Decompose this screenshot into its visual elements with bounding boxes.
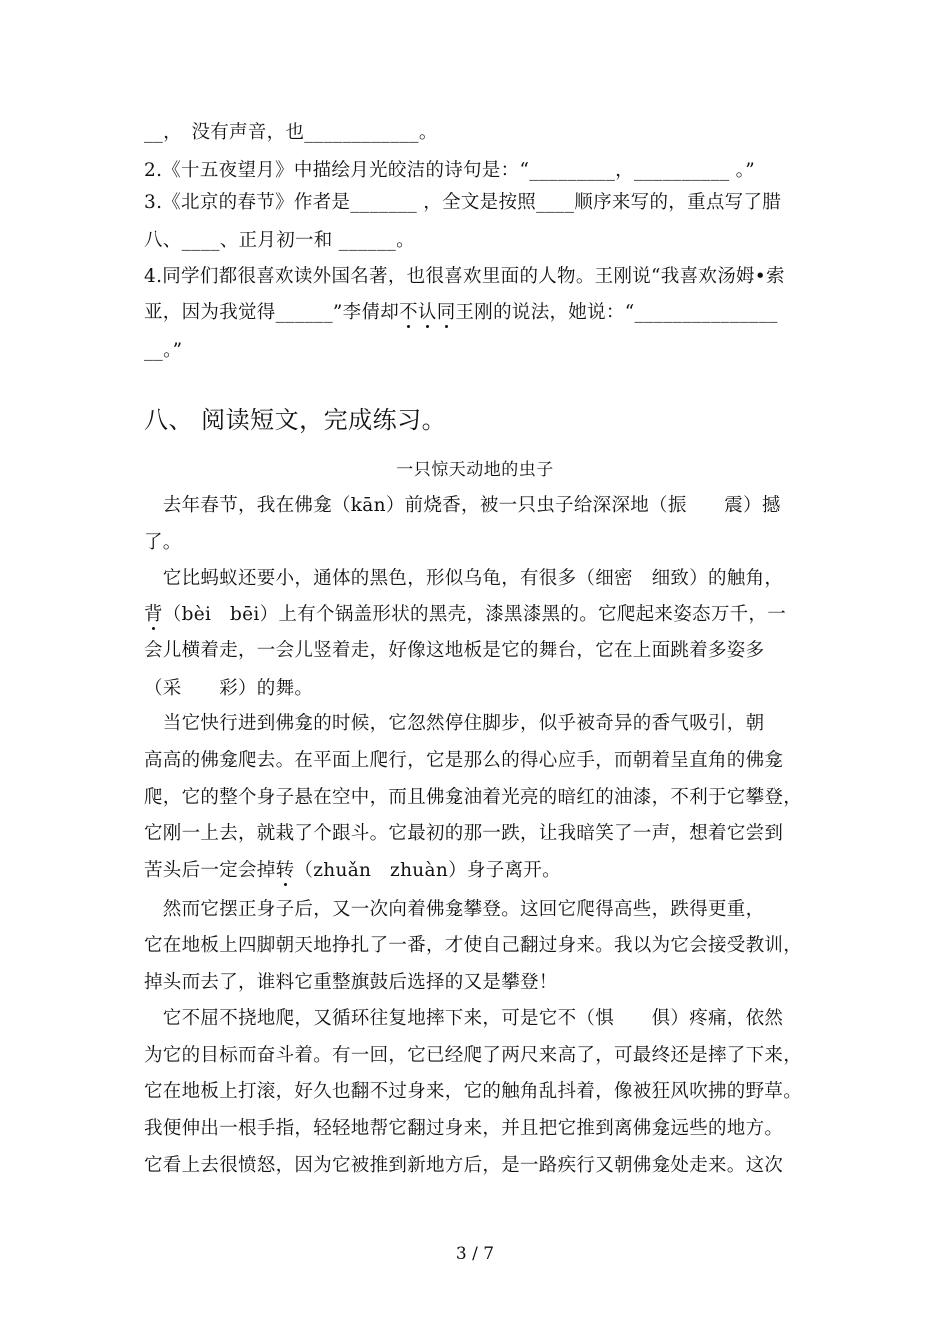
passage-line: 为它的目标而奋斗着。有一回，它已经爬了两尺来高了，可最终还是摔了下来， [144,1045,803,1066]
emphasis-char-bei: 背 [144,604,163,625]
passage-line: 它在地板上打滚，好久也翻不过身来，它的触角乱抖着，像被狂风吹拂的野草。 [144,1081,803,1102]
passage-title: 一只惊天动地的虫子 [396,460,554,480]
question-4-end: __。” [144,340,183,361]
passage-line: 高高的佛龛爬去。在平面上爬行，它是那么的得心应手，而朝着呈直角的佛龛 [144,750,784,771]
emphasis-char-tong: 同 [436,302,456,323]
passage-line [144,602,814,628]
passage-line: 爬，它的整个身子悬在空中，而且佛龛油着光亮的暗红的油漆，不利于它攀登， [144,787,803,808]
q4-text-e: 王刚的说法，她说：“_______________ [455,302,778,323]
passage-line: 它不屈不挠地爬，又循环往复地摔下来，可是它不（惧 俱）疼痛，依然 [144,1008,784,1029]
question-4-continued [144,300,814,326]
q4-text-a: 亚，因为我觉得______”李倩却 [144,302,400,323]
emphasis-char-bu: 不 [399,302,418,323]
fill-in-line-1: __， 没有声音，也____________。 [144,122,438,143]
page-number: 3 / 7 [455,1244,495,1264]
question-3: 3.《北京的春节》作者是_______ ，全文是按照____顺序来写的，重点写了腊 [144,192,782,213]
passage-line: 去年春节，我在佛龛（kān）前烧香，被一只虫子给深深地（振 震）撼 [144,495,781,516]
passage-line: 我便伸出一根手指，轻轻地帮它翻过身来，并且把它推到离佛龛远些的地方。 [144,1118,784,1139]
passage-line: 然而它摆正身子后，又一次向着佛龛攀登。这回它爬得高些，跌得更重， [144,899,765,920]
passage-text: （zhuǎn zhuàn）身子离开。 [294,860,561,881]
emphasis-char-zhuan: 转 [275,860,295,881]
passage-line: 了。 [144,532,182,553]
question-4: 4.同学们都很喜欢读外国名著，也很喜欢里面的人物。王刚说“我喜欢汤姆•索 [144,266,785,287]
passage-line: 它刚一上去，就栽了个跟斗。它最初的那一跌，让我暗笑了一声，想着它尝到 [144,823,784,844]
passage-line [144,858,814,884]
passage-line: （采 彩）的舞。 [144,678,314,699]
passage-line: 它在地板上四脚朝天地挣扎了一番，才使自己翻过身来。我以为它会接受教训， [144,935,803,956]
passage-line: 它看上去很愤怒，因为它被推到新地方后，是一路疾行又朝佛龛处走来。这次 [144,1155,784,1176]
passage-text: 苦头后一定会掉 [144,860,276,881]
question-3-continued: 八、____、正月初一和 ______。 [144,230,415,251]
passage-line: 当它快行进到佛龛的时候，它忽然停住脚步，似乎被奇异的香气吸引，朝 [144,713,765,734]
passage-line: 掉头而去了，谁料它重整旗鼓后选择的又是攀登！ [144,972,558,993]
passage-line: 会儿横着走，一会儿竖着走，好像这地板是它的舞台，它在上面跳着多姿多 [144,640,765,661]
passage-text: （bèi bēi）上有个锅盖形状的黑壳，漆黑漆黑的。它爬起来姿态万千，一 [162,604,787,625]
section-heading: 八、 阅读短文，完成练习。 [144,406,447,434]
question-2: 2.《十五夜望月》中描绘月光皎洁的诗句是：“_________，__________ 。” [144,160,755,181]
passage-line: 它比蚂蚁还要小，通体的黑色，形似乌龟，有很多（细密 细致）的触角， [144,568,784,589]
emphasis-char-ren: 认 [417,302,437,323]
